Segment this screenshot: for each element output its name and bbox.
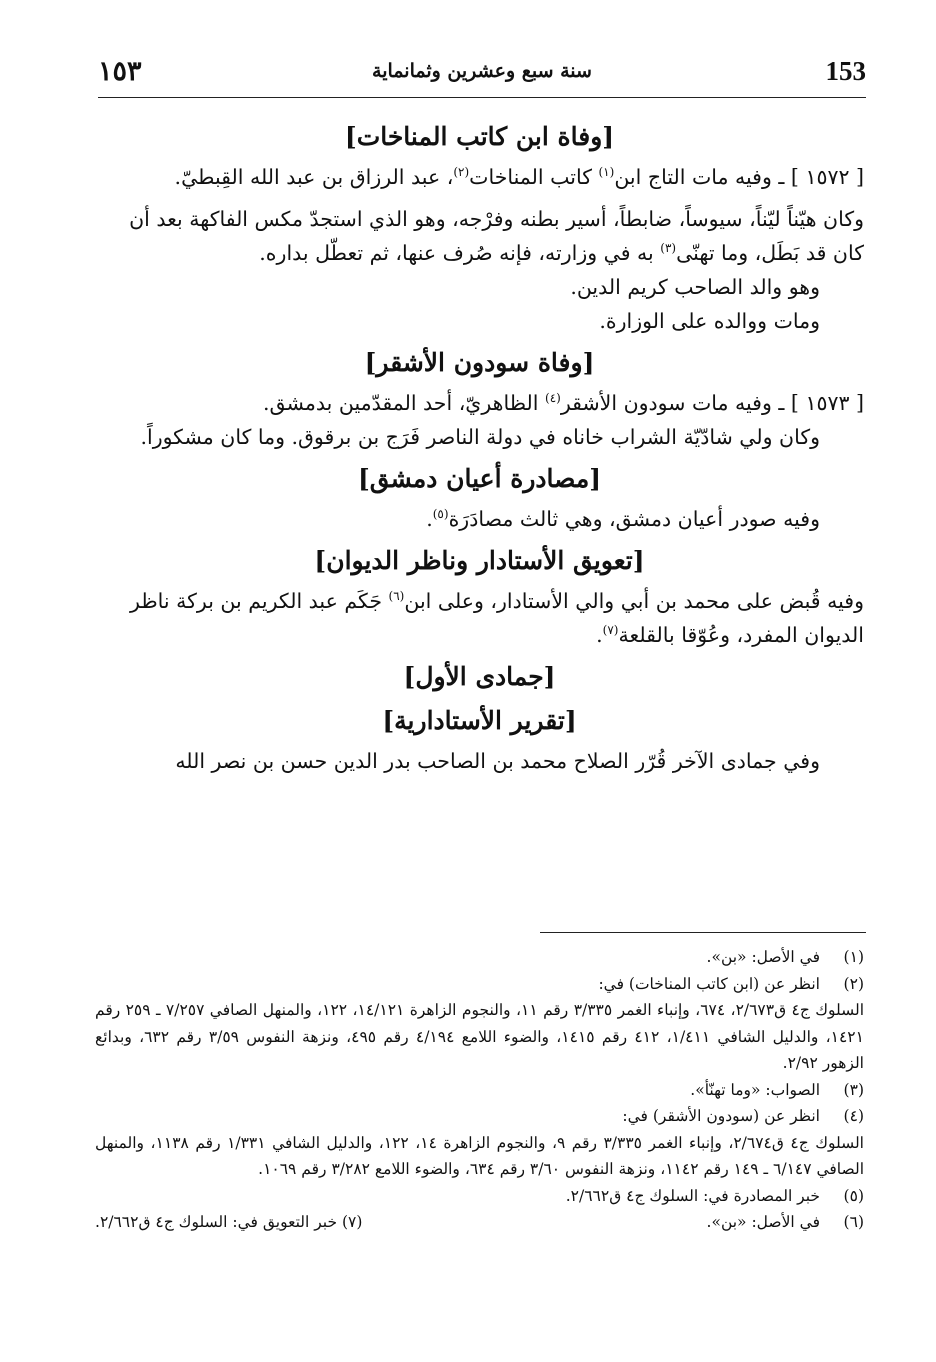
main-text xyxy=(95,112,864,778)
footnotes xyxy=(95,944,864,1236)
footnote-ref: (١) xyxy=(598,165,615,180)
footnote xyxy=(95,1103,864,1130)
footnote-text: في الأصل: «بن». xyxy=(706,948,820,966)
paragraph xyxy=(95,584,864,652)
footnote-text: الصواب: «وما تهنّأ». xyxy=(690,1080,820,1099)
text-run: [ ١٥٧٢ ] ـ وفيه مات التاج ابن xyxy=(614,165,864,189)
footnote-text: انظر عن (ابن كاتب المناخات) في: xyxy=(598,974,820,993)
footnote-ref: (٧) xyxy=(602,623,619,638)
footnote xyxy=(95,971,864,998)
footnote-text: في الأصل: «بن». xyxy=(706,1213,820,1231)
text-run: وكان هيّناً ليّناً، سيوساً، ضابطاً، أسير بطنه وفرْجه، وهو الذي استجدّ مكس الفاكهة بعد أن كان قد بَطَل، وما تهنّى xyxy=(129,207,864,265)
footnote-text: خبر المصادرة في: السلوك ج٤ ق٢/٦٦٢. xyxy=(565,1186,820,1205)
footnote-number: (٦) xyxy=(843,1213,864,1231)
running-title: سنة سبع وعشرين وثمانماية xyxy=(372,60,592,82)
spacer xyxy=(95,194,864,202)
header-rule xyxy=(98,97,866,98)
footnote xyxy=(95,1183,864,1210)
paragraph: ومات ووالده على الوزارة. xyxy=(599,309,820,333)
footnote xyxy=(480,1209,865,1236)
footnote xyxy=(95,1077,864,1104)
footnote-ref: (٦) xyxy=(388,589,405,604)
footnote-ref: (٤) xyxy=(545,391,561,406)
text-run: كاتب المناخات xyxy=(469,165,599,189)
footnote-ref: (٣) xyxy=(660,241,677,256)
text-run: به في وزارته، فإنه صُرف عنها، ثم تعطّل بداره. xyxy=(259,241,661,265)
paragraph xyxy=(95,160,864,194)
footnote-rule xyxy=(540,932,866,933)
text-run: . xyxy=(426,507,433,531)
footnote-text: انظر عن (سودون الأشقر) في: xyxy=(622,1107,820,1125)
footnote-ref: (٢) xyxy=(453,165,470,180)
section-title: [جمادى الأول] xyxy=(403,662,556,691)
page-header xyxy=(98,56,866,96)
footnote-number: (٤) xyxy=(843,1107,864,1125)
section-title: [مصادرة أعيان دمشق] xyxy=(357,464,602,493)
paragraph: وهو والد الصاحب كريم الدين. xyxy=(570,275,820,299)
paragraph: وفي جمادى الآخر قُرّر الصلاح محمد بن الصاحب بدر الدين حسن بن نصر الله xyxy=(175,749,820,773)
paragraph xyxy=(95,502,864,536)
section-title: [تقرير الأستادارية] xyxy=(382,706,577,735)
section-title: [وفاة سودون الأشقر] xyxy=(364,348,595,377)
section-title: [وفاة ابن كاتب المناخات] xyxy=(344,122,615,151)
paragraph: وكان ولي شادّيّة الشراب خاناه في دولة الناصر فَرَج بن برقوق. وما كان مشكوراً. xyxy=(140,425,820,449)
footnote-number: (١) xyxy=(843,948,864,966)
footnote-references: السلوك ج٤ ق٢/٦٧٣، ٦٧٤، وإنباء الغمر ٣/٣٣٥ رقم ١١، والنجوم الزاهرة ١٤/١٢١، ١٢٢، والمنهل الصافي ٧/٢٥٧ ـ ٢٥٩ رقم ١٤٢١، والدليل الشافي ١/٤١١، ٤١٢ رقم ١٤١٥، والضوء اللامع ٤/١٩٤ رقم ٤٩٥، ونزهة النفوس ٣/٥٩ رقم ٦٣٢، وبدائع الزهور ٢/٩٢. xyxy=(95,1001,865,1072)
text-run: وفيه قُبض على محمد بن أبي والي الأستادار، وعلى ابن xyxy=(404,589,864,613)
footnote xyxy=(95,944,864,971)
text-run: [ ١٥٧٣ ] ـ وفيه مات سودون الأشقر xyxy=(560,391,864,415)
paragraph xyxy=(95,202,864,270)
text-run: ، عبد الرزاق بن عبد الله القِبطيّ. xyxy=(174,165,454,189)
footnote-number: (٢) xyxy=(843,974,864,993)
footnote-row xyxy=(95,1209,864,1236)
footnote-number: (٥) xyxy=(843,1186,864,1205)
text-run: الظاهريّ، أحد المقدّمين بدمشق. xyxy=(262,391,545,415)
section-title: [تعويق الأستادار وناظر الديوان] xyxy=(314,546,645,575)
text-run: جَكَم عبد الكريم بن بركة ناظر الديوان المفرد، وعُوّقا بالقلعة xyxy=(130,589,864,647)
page-number-arabic: ١٥٣ xyxy=(98,56,142,86)
footnote-references: السلوك ج٤ ق٢/٦٧٤، وإنباء الغمر ٣/٣٣٥ رقم ٩، والنجوم الزاهرة ١٤، ١٢٢، والدليل الشافي ١/٣٣١ رقم ١١٣٨، والمنهل الصافي ٦/١٤٧ ـ ١٤٩ رقم ١١٤٢، ونزهة النفوس ٣/٦٠ رقم ٦٣٤، والضوء اللامع ٣/٢٨٢ رقم ١٠٦٩. xyxy=(95,1133,864,1178)
footnote: (٧) خبر التعويق في: السلوك ج٤ ق٢/٦٦٢. xyxy=(95,1213,363,1231)
page-number-latin: 153 xyxy=(825,56,866,86)
text-run: وفيه صودر أعيان دمشق، وهي ثالث مصادَرَة xyxy=(448,507,820,531)
paragraph xyxy=(95,386,864,420)
footnote-ref: (٥) xyxy=(432,507,449,522)
footnote-number: (٣) xyxy=(843,1080,864,1099)
text-run: . xyxy=(596,623,603,647)
